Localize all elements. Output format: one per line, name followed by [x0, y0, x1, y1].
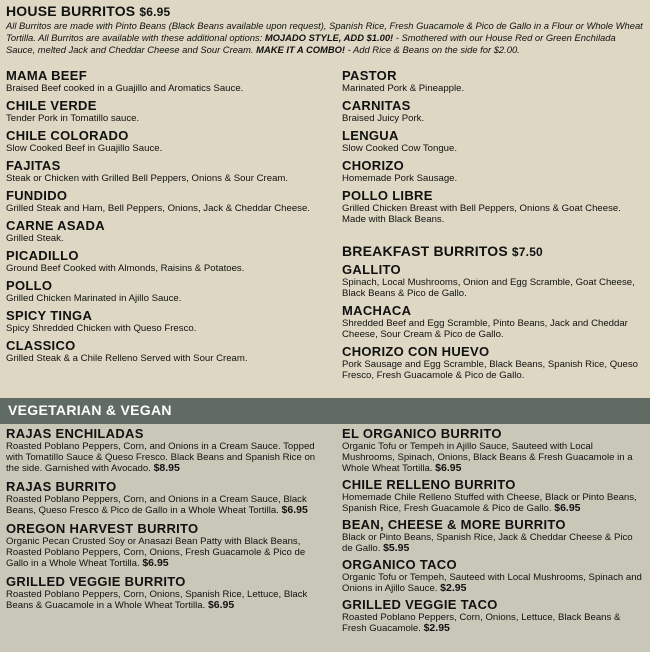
menu-item — [6, 308, 326, 334]
menu-item-description-text: Braised Beef cooked in a Guajillo and Aromatics Sauce. — [6, 83, 244, 94]
menu-item-description-text: Marinated Pork & Pineapple. — [342, 83, 465, 94]
menu-item — [342, 98, 642, 124]
house-burritos-title: HOUSE BURRITOS — [6, 3, 136, 19]
menu-item-name: CLASSICO — [6, 338, 76, 353]
menu-item-description-text: Grilled Chicken Breast with Bell Peppers, Onions & Goat Cheese. Made with Black Beans. — [342, 203, 621, 225]
menu-item-description-text: Spicy Shredded Chicken with Queso Fresco. — [6, 323, 197, 334]
house-burritos-left-column — [6, 68, 326, 368]
menu-item — [342, 344, 642, 381]
menu-item-description — [342, 203, 642, 225]
menu-item-description — [6, 173, 326, 184]
menu-item-description-text: Grilled Steak. — [6, 233, 64, 244]
menu-item-description — [6, 83, 326, 94]
menu-item-name: CHILE COLORADO — [6, 128, 129, 143]
intro-combo: MAKE IT A COMBO! — [256, 44, 346, 55]
menu-item-description-text: Steak or Chicken with Grilled Bell Peppers, Onions & Sour Cream. — [6, 173, 289, 184]
menu-item-name: CARNE ASADA — [6, 218, 105, 233]
menu-item-description — [342, 492, 642, 514]
menu-item-description-text: Spinach, Local Mushrooms, Onion and Egg Scramble, Goat Cheese, Black Beans & Pico de Gallo. — [342, 277, 635, 299]
menu-item-description — [342, 173, 642, 184]
intro-text-2: - Smothered with our House Red or Green Enchilada Sauce, melted Jack and Cheddar Cheese and Sour Cream. — [6, 32, 616, 55]
menu-item-name: ORGANICO TACO — [342, 557, 457, 572]
menu-item-description — [6, 536, 326, 569]
menu-item-description — [342, 83, 642, 94]
intro-text-3: - Add Rice & Beans on the side for $2.00. — [345, 44, 520, 55]
menu-item-description — [6, 323, 326, 334]
menu-item-description — [6, 113, 326, 124]
menu-item-name: CHORIZO — [342, 158, 405, 173]
menu-item — [6, 338, 326, 364]
house-burritos-intro — [6, 20, 646, 56]
vegetarian-title: VEGETARIAN & VEGAN — [8, 402, 172, 418]
menu-item-description-text: Slow Cooked Cow Tongue. — [342, 143, 458, 154]
menu-item-name: BEAN, CHEESE & MORE BURRITO — [342, 517, 566, 532]
menu-item-price: $2.95 — [440, 582, 467, 594]
breakfast-heading — [342, 243, 543, 259]
menu-item-description — [342, 612, 642, 634]
menu-item — [342, 303, 642, 340]
menu-item — [6, 98, 326, 124]
menu-item — [6, 248, 326, 274]
menu-item-description-text: Roasted Poblano Peppers, Corn, Onions, Lettuce, Black Beans & Fresh Guacamole. — [342, 612, 621, 634]
menu-item-price: $5.95 — [383, 542, 410, 554]
menu-item-name: POLLO LIBRE — [342, 188, 433, 203]
menu-item — [6, 521, 326, 569]
menu-item-description-text: Braised Juicy Pork. — [342, 113, 425, 124]
menu-item — [342, 188, 642, 225]
menu-item — [342, 158, 642, 184]
menu-item-description-text: Homemade Pork Sausage. — [342, 173, 458, 184]
menu-item-description-text: Ground Beef Cooked with Almonds, Raisins & Potatoes. — [6, 263, 245, 274]
menu-item-name: GRILLED VEGGIE TACO — [342, 597, 498, 612]
menu-item-description-text: Pork Sausage and Egg Scramble, Black Beans, Spanish Rice, Queso Fresco, Fresh Guacamole & Pico de Gallo. — [342, 359, 638, 381]
menu-item-name: PICADILLO — [6, 248, 79, 263]
menu-item-description — [342, 359, 642, 381]
menu-item-price: $6.95 — [207, 599, 235, 611]
menu-item-description — [342, 113, 642, 124]
menu-item-description-text: Roasted Poblano Peppers, Corn, and Onions in a Cream Sauce, Black Beans, Queso Fresco & Pico de Gallo in a Whole Wheat Tortilla. — [6, 494, 307, 516]
menu-item-name: RAJAS ENCHILADAS — [6, 426, 144, 441]
breakfast-column — [342, 262, 642, 385]
menu-item — [6, 218, 326, 244]
menu-item — [6, 426, 326, 474]
menu-item-description-text: Shredded Beef and Egg Scramble, Pinto Beans, Jack and Cheddar Cheese, Sour Cream & Pico de Gallo. — [342, 318, 628, 340]
menu-item-description — [6, 589, 326, 611]
menu-item-description-text: Tender Pork in Tomatillo sauce. — [6, 113, 140, 124]
menu-item-name: CHILE VERDE — [6, 98, 97, 113]
menu-item — [6, 158, 326, 184]
menu-item-description — [342, 532, 642, 554]
menu-item-description-text: Homemade Chile Relleno Stuffed with Cheese, Black or Pinto Beans, Spanish Rice, Fresh Guacamole & Pico de Gallo. — [342, 492, 637, 514]
menu-item-name: MAMA BEEF — [6, 68, 87, 83]
menu-item-name: OREGON HARVEST BURRITO — [6, 521, 199, 536]
intro-text-1: All Burritos are made with Pinto Beans (Black Beans available upon request), Spanish Rice, Fresh Guacamole & Pico de Gallo in a Flour or Whole Wheat Tortilla. All Burritos are available with these additional options: — [6, 20, 643, 43]
vegetarian-right-column — [342, 426, 642, 637]
menu-item — [342, 517, 642, 554]
menu-item-description — [6, 203, 326, 214]
menu-item — [342, 68, 642, 94]
menu-item-description — [342, 143, 642, 154]
menu-item-description-text: Organic Tofu or Tempeh in Ajillo Sauce, Sauteed with Local Mushrooms, Spinach, Onions, Black Beans & Fresh Guacamole in a Whole Wheat Tortilla. — [342, 441, 633, 474]
intro-mojado: MOJADO STYLE, ADD $1.00! — [264, 32, 394, 43]
menu-item — [6, 128, 326, 154]
menu-item-name: GRILLED VEGGIE BURRITO — [6, 574, 186, 589]
menu-item-name: MACHACA — [342, 303, 412, 318]
menu-item-description — [6, 143, 326, 154]
menu-item-price: $6.95 — [142, 557, 169, 569]
menu-item-description — [6, 494, 326, 516]
breakfast-title: BREAKFAST BURRITOS — [342, 243, 508, 259]
menu-item-name: RAJAS BURRITO — [6, 479, 117, 494]
menu-item — [342, 477, 642, 514]
menu-item — [342, 426, 642, 474]
house-burritos-price: $6.95 — [139, 5, 171, 19]
menu-item-description-text: Grilled Chicken Marinated in Ajillo Sauce. — [6, 293, 182, 304]
menu-item-description-text: Roasted Poblano Peppers, Corn, and Onions in a Cream Sauce. Topped with Tomatillo Sauce & Queso Fresco. Black Beans and Spanish Rice on the side. Garnished with Avocado. — [6, 441, 316, 474]
menu-item-name: FUNDIDO — [6, 188, 68, 203]
menu-item-description — [6, 441, 326, 474]
house-burritos-heading — [6, 3, 170, 19]
menu-item — [6, 479, 326, 516]
menu-item — [342, 597, 642, 634]
menu-item-description-text: Roasted Poblano Peppers, Corn, Onions, Spanish Rice, Lettuce, Black Beans & Guacamole in a Whole Wheat Tortilla. — [6, 589, 308, 611]
menu-item — [342, 262, 642, 299]
menu-item-name: CHILE RELLENO BURRITO — [342, 477, 516, 492]
menu-item-name: SPICY TINGA — [6, 308, 93, 323]
menu-item — [342, 128, 642, 154]
breakfast-price: $7.50 — [511, 245, 543, 259]
house-burritos-right-column — [342, 68, 642, 229]
menu-item — [6, 188, 326, 214]
menu-item-price: $6.95 — [435, 462, 462, 474]
menu-item-description — [342, 572, 642, 594]
menu-item-description — [6, 233, 326, 244]
menu-item-name: EL ORGANICO BURRITO — [342, 426, 502, 441]
menu-item-description-text: Slow Cooked Beef in Guajillo Sauce. — [6, 143, 163, 154]
menu-item-description — [6, 353, 326, 364]
menu-item-description — [6, 263, 326, 274]
menu-item-description — [6, 293, 326, 304]
menu-item-description — [342, 318, 642, 340]
menu-item-name: FAJITAS — [6, 158, 61, 173]
menu-item-name: LENGUA — [342, 128, 399, 143]
vegetarian-left-column — [6, 426, 326, 616]
menu-item-name: PASTOR — [342, 68, 397, 83]
menu-item — [6, 278, 326, 304]
menu-item-description-text: Black or Pinto Beans, Spanish Rice, Jack & Cheddar Cheese & Pico de Gallo. — [342, 532, 633, 554]
vegetarian-panel — [0, 398, 650, 652]
menu-item-price: $2.95 — [423, 622, 450, 634]
menu-item-name: GALLITO — [342, 262, 401, 277]
menu-item-description-text: Grilled Steak & a Chile Relleno Served with Sour Cream. — [6, 353, 248, 364]
menu-item-description-text: Organic Pecan Crusted Soy or Anasazi Bean Patty with Black Beans, Roasted Poblano Peppers, Corn, Onions, Fresh Guacamole & Pico de Gallo in a Whole Wheat Tortilla. — [6, 536, 306, 569]
menu-item-name: POLLO — [6, 278, 53, 293]
menu-item-name: CARNITAS — [342, 98, 411, 113]
menu-item — [6, 68, 326, 94]
menu-item-price: $6.95 — [281, 504, 308, 516]
menu-item-description-text: Organic Tofu or Tempeh, Sauteed with Local Mushrooms, Spinach and Onions in Ajillo Sauce. — [342, 572, 642, 594]
menu-item-name: CHORIZO CON HUEVO — [342, 344, 490, 359]
vegetarian-header-bar — [0, 398, 650, 424]
menu-item-description-text: Grilled Steak and Ham, Bell Peppers, Onions, Jack & Cheddar Cheese. — [6, 203, 310, 214]
menu-item — [342, 557, 642, 594]
menu-item-description — [342, 277, 642, 299]
menu-item-price: $8.95 — [153, 462, 180, 474]
menu-item-description — [342, 441, 642, 474]
menu-item-price: $6.95 — [554, 502, 581, 514]
menu-item — [6, 574, 326, 611]
